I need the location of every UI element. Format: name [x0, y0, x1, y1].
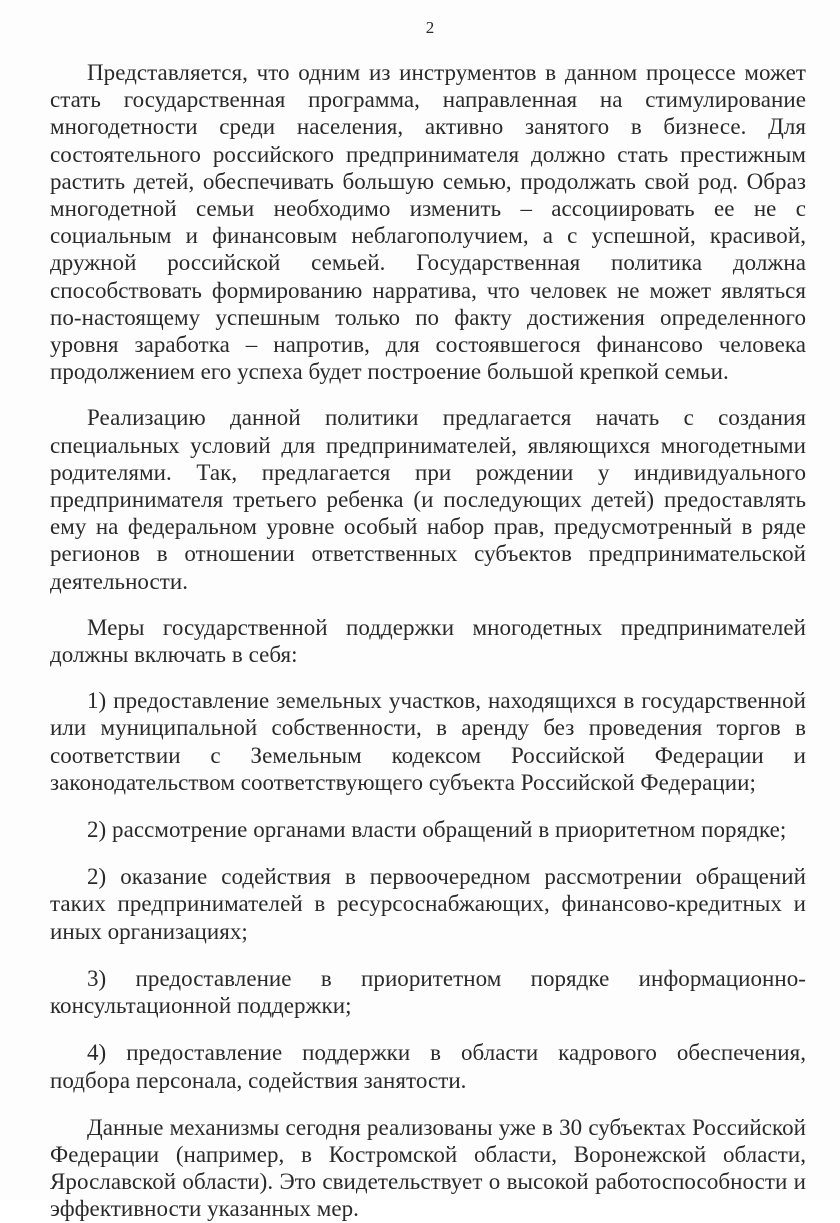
paragraph-measures-intro: Меры государственной поддержки многодетных предпринимателей должны включать в себя:: [50, 614, 806, 668]
list-item-land-plots: 1) предоставление земельных участков, находящихся в государственной или муниципальной собственности, в аренду без проведения торгов в соответствии с Земельным кодексом Российской Федерации и законодательством соответствующего субъекта Российской Федерации;: [50, 688, 806, 795]
paragraph-closing: Данные механизмы сегодня реализованы уже в 30 субъектах Российской Федерации (например, в Костромской области, Воронежской области, Ярославской области). Это свидетельствует о высокой работоспособности и эффективности указанных мер.: [50, 1114, 806, 1222]
page-number: 2: [425, 18, 435, 37]
list-item-consulting: 3) предоставление в приоритетном порядке информационно-консультационной поддержки;: [50, 965, 806, 1019]
paragraph-policy: Реализацию данной политики предлагается начать с создания специальных условий для предпринимателей, являющихся многодетными родителями. Так, предлагается при рождении у индивидуального предпринимателя третьего ребенка (и последующих детей) предоставлять ему на федеральном уровне особый набор прав, предусмотренный в ряде регионов в отношении ответственных субъектов предпринимательской деятельности.: [50, 405, 806, 594]
paragraph-intro: Представляется, что одним из инструментов в данном процессе может стать государственная программа, направленная на стимулирование многодетности среди населения, активно занятого в бизнесе. Для состоятельного российского предпринимателя должно стать престижным растить детей, обеспечивать большую семью, продолжать свой род. Образ многодетной семьи необходимо изменить – ассоциировать ее не с социальным и финансовым неблагополучием, а с успешной, красивой, дружной российской семьей. Государственная политика должна способствовать формированию нарратива, что человек не может являться по-настоящему успешным только по факту достижения определенного уровня заработка – напротив, для состоявшегося финансово человека продолжением его успеха будет построение большой крепкой семьи.: [50, 60, 806, 385]
list-item-assistance: 2) оказание содействия в первоочередном рассмотрении обращений таких предпринимателей в ресурсоснабжающих, финансово-кредитных и иных организациях;: [50, 864, 806, 944]
list-item-staffing: 4) предоставление поддержки в области кадрового обеспечения, подбора персонала, содействия занятости.: [50, 1040, 806, 1093]
list-item-priority-appeals: 2) рассмотрение органами власти обращений в приоритетном порядке;: [87, 817, 787, 843]
